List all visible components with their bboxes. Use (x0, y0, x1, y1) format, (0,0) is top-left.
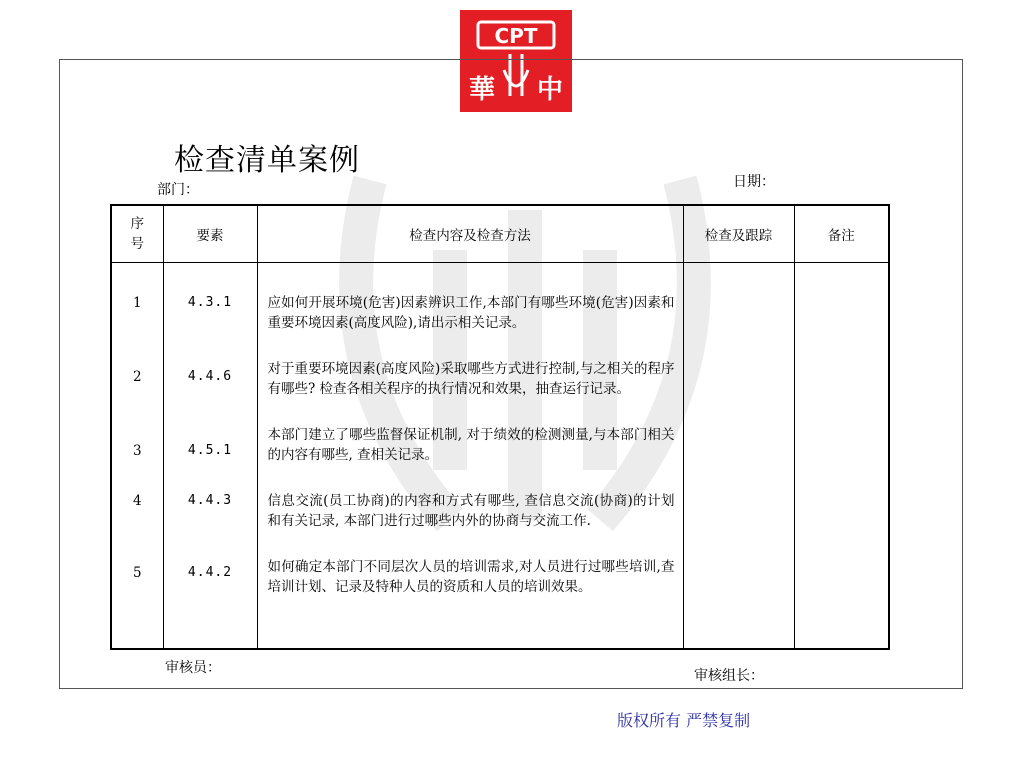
row-content: 如何确定本部门不同层次人员的培训需求,对人员进行过哪些培训,查培训计划、记录及特种人员的资质和人员的培训效果。 (267, 559, 675, 595)
logo-right-char: 中 (536, 75, 564, 105)
row-content: 本部门建立了哪些监督保证机制, 对于绩效的检测测量,与本部门相关的内容有哪些, 查相关记录。 (267, 427, 675, 463)
row-seq: 2 (132, 369, 142, 385)
team-leader-label: 审核组长： (694, 668, 764, 684)
element-column (163, 263, 257, 650)
row-content: 对于重要环境因素(高度风险)采取哪些方式进行控制,与之相关的程序有哪些? 检查各相关程序的执行情况和效果，抽查运行记录。 (267, 361, 675, 397)
date-label: 日期： (733, 174, 775, 190)
logo-left-char: 華 (468, 75, 496, 105)
tracking-column (683, 263, 794, 650)
header-remarks: 备注 (794, 205, 889, 263)
row-element: 4.4.6 (187, 369, 233, 384)
row-seq: 1 (132, 295, 142, 311)
header-element: 要素 (163, 205, 257, 263)
table-header-row (111, 205, 889, 263)
row-element: 4.4.3 (187, 493, 233, 508)
auditor-label: 审核员： (165, 660, 221, 676)
page-title: 检查清单案例 (174, 143, 360, 178)
row-seq: 3 (132, 443, 142, 459)
header-tracking: 检查及跟踪 (683, 205, 794, 263)
department-label: 部门： (157, 182, 199, 198)
row-content: 应如何开展环境(危害)因素辨识工作,本部门有哪些环境(危害)因素和重要环境因素(高度风险),请出示相关记录。 (267, 295, 675, 331)
row-seq: 5 (132, 565, 142, 581)
row-element: 4.5.1 (187, 443, 233, 458)
content-column (257, 263, 683, 650)
row-seq: 4 (132, 493, 142, 509)
row-element: 4.3.1 (187, 295, 233, 310)
table-body-row (111, 263, 889, 650)
header-seq-text: 序号 (130, 216, 144, 252)
row-content: 信息交流(员工协商)的内容和方式有哪些, 查信息交流(协商)的计划和有关记录, 本部门进行过哪些内外的协商与交流工作. (267, 493, 675, 529)
header-seq (111, 205, 163, 263)
header-content: 检查内容及检查方法 (257, 205, 683, 263)
row-element: 4.4.2 (187, 565, 233, 580)
logo-brand-text: CPT (494, 24, 538, 48)
checklist-table (110, 204, 890, 650)
remarks-column (794, 263, 889, 650)
seq-column (111, 263, 163, 650)
copyright-notice: 版权所有 严禁复制 (617, 711, 751, 730)
